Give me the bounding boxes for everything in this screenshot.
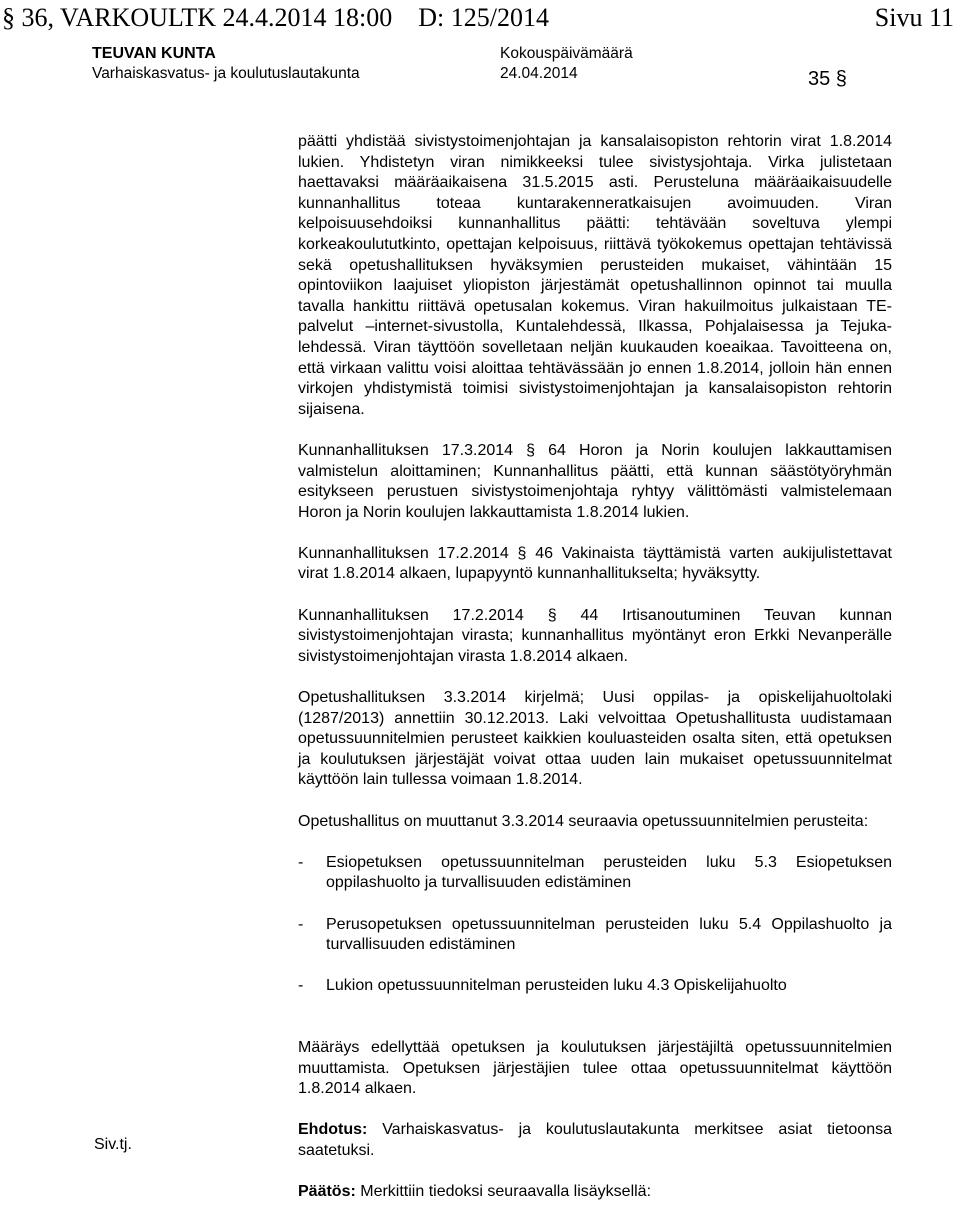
paragraph-virat: päätti yhdistää sivistystoimenjohtajan ja kansalaisopiston rehtorin virat 1.8.2014 lukien. Yhdistetyn viran nimikkeeksi tulee sivistysjohtaja. Virka julistetaan haettavaksi määräaikaisena 31.5.2015 asti. Perusteluna määräaikaisuudelle kunnanhallitus toteaa kuntarakenneratkaisujen avoimuuden. Viran kelpoisuusehdoiksi kunnanhallitus päätti: tehtävään soveltuva ylempi korkeakoulututkinto, opettajan kelpoisuus, riittävä työkokemus opettajan tehtävissä sekä opetushallituksen hyväksymien perusteiden mukaiset, vähintään 15 opintoviikon laajuiset yliopiston järjestämät opetushallinnon opinnot tai muulla tavalla hankittu riittävä opetusalan kokemus. Viran hakuilmoitus julkaistaan TE-palvelut –internet-sivustolla, Kuntalehdessä, Ilkassa, Pohjalaisessa ja Tejuka-lehdessä. Viran täyttöön sovelletaan neljän kuukauden koeaikaa. Tavoitteena on, että virkaan valittu voisi aloittaa tehtävässään jo ennen 1.8.2014, jolloin hän ennen virkojen yhdistymistä toimisi sivistystoimenjohtajan ja kansalaisopiston rehtorin sijaisena. [298,133,892,418]
list-item-text: Esiopetuksen opetussuunnitelman perusteiden luku 5.3 Esiopetuksen oppilashuolto ja turvallisuuden edistäminen [326,853,892,892]
proposal-text: Varhaiskasvatus- ja koulutuslautakunta merkitsee asiat tietoonsa saatetuksi. [298,1121,892,1159]
decision-text: Merkittiin tiedoksi seuraavalla lisäyksellä: [355,1183,652,1201]
paragraph-vakinaiset-virat: Kunnanhallituksen 17.2.2014 § 46 Vakinaista täyttämistä varten aukijulistettavat virat 1.8.2014 alkaen, lupapyyntö kunnanhallitukselta; hyväksytty. [298,544,892,583]
document-body [298,132,892,1203]
list-item-text: Perusopetuksen opetussuunnitelman perusteiden luku 5.4 Oppilashuolto ja turvallisuuden edistäminen [326,915,892,954]
paragraph-irtisanoutuminen: Kunnanhallituksen 17.2.2014 § 44 Irtisanoutuminen Teuvan kunnan sivistystoimenjohtajan virasta; kunnanhallitus myöntänyt eron Erkki Nevanperälle sivistystoimenjohtajan virasta 1.8.2014 alkaen. [298,606,892,665]
meeting-date: 24.04.2014 [500,65,578,82]
banner-page-number: Sivu 11 [874,3,954,32]
paragraph-maarays: Määräys edellyttää opetuksen ja koulutuksen järjestäjiltä opetussuunnitelmien muuttamista. Opetuksen järjestäjien tulee ottaa opetussuunnitelmat käyttöön 1.8.2014 alkaen. [298,1038,892,1098]
list-item-text: Lukion opetussuunnitelman perusteiden luku 4.3 Opiskelijahuolto [326,977,787,995]
organization-name: TEUVAN KUNTA [92,45,216,62]
list-marker: - [298,915,304,933]
section-number: 35 § [808,68,847,90]
paragraph-opetushallitus-kirjelma: Opetushallituksen 3.3.2014 kirjelmä; Uusi oppilas- ja opiskelijahuoltolaki (1287/2013) annettiin 30.12.2013. Laki velvoittaa Opetushallitusta uudistamaan opetussuunnitelmien perusteet kaikkien kouluasteiden osalta siten, että opetuksen ja koulutuksen järjestäjät voivat ottaa uuden lain mukaiset opetussuunnitelmat käyttöön lain tullessa voimaan 1.8.2014. [298,689,892,789]
list-marker: - [298,977,304,995]
siv-tj-label: Siv.tj. [94,1136,132,1153]
meeting-date-label: Kokouspäivämäärä [500,45,633,62]
proposal [298,1120,892,1161]
paragraph-horo-nori: Kunnanhallituksen 17.3.2014 § 64 Horon ja Norin koulujen lakkauttamisen valmistelun aloittaminen; Kunnanhallitus päätti, että kunnan säästötyöryhmän esitykseen perustuen sivistystoimenjohtaja ryhtyy välittömästi valmistelemaan Horon ja Norin koulujen lakkauttamista 1.8.2014 lukien. [298,441,892,521]
list-item [298,976,892,997]
board-name: Varhaiskasvatus- ja koulutuslautakunta [92,65,360,82]
paragraph-ops-perusteet: Opetushallitus on muuttanut 3.3.2014 seuraavia opetussuunnitelmien perusteita: [298,812,869,830]
list-marker: - [298,853,304,871]
list-item [298,915,892,956]
proposal-label: Ehdotus: [298,1121,368,1139]
list-item [298,853,892,894]
banner-reference: § 36, VARKOULTK 24.4.2014 18:00 D: 125/2014 [2,3,550,32]
decision [298,1182,892,1203]
decision-label: Päätös: [298,1183,356,1201]
